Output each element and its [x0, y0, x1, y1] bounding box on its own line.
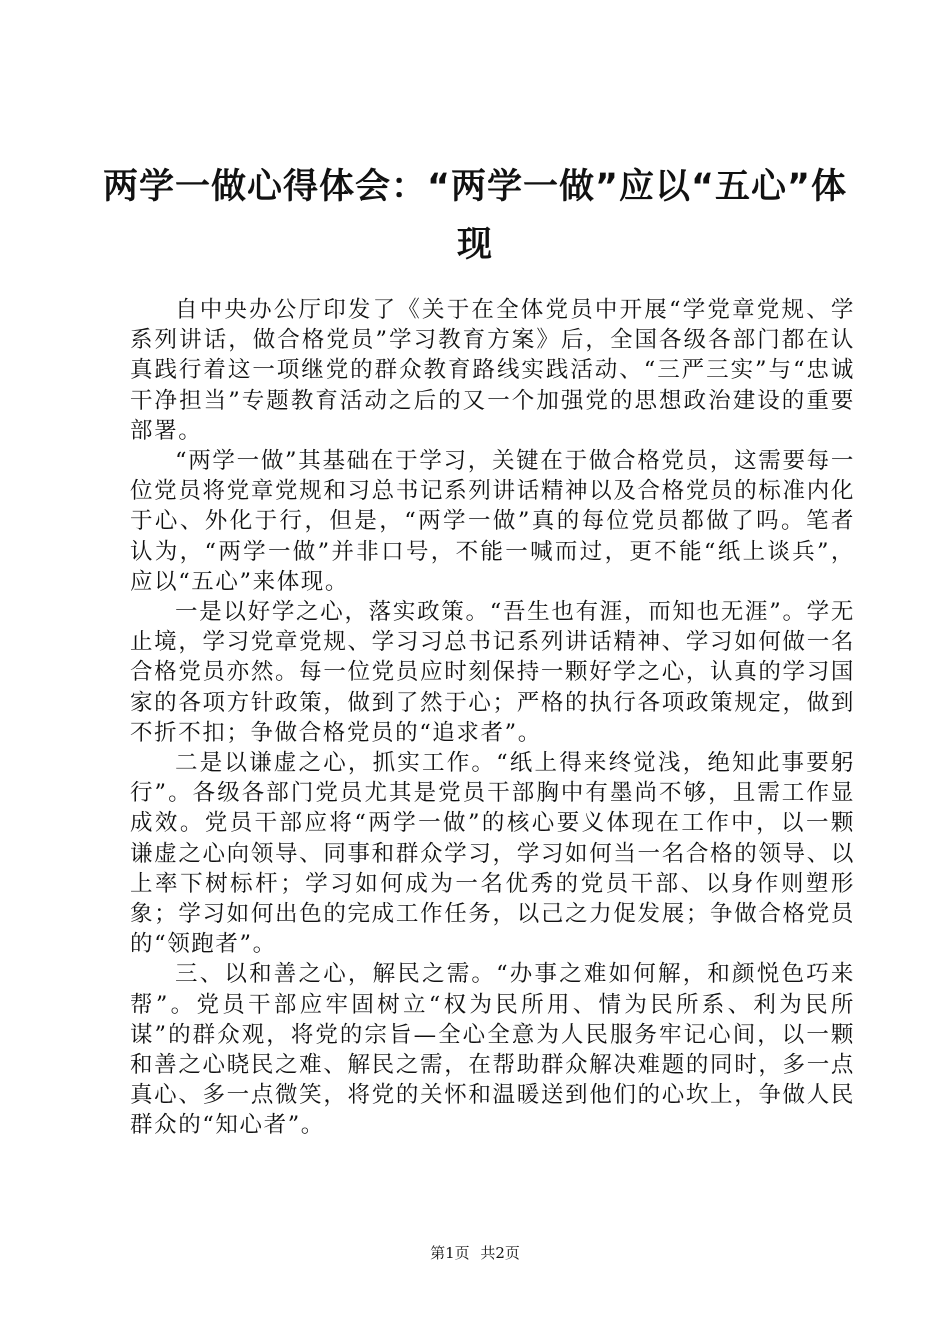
document-title: 两学一做心得体会：“两学一做”应以“五心”体现 — [102, 167, 847, 265]
paragraph-3: 一是以好学之心，落实政策。“吾生也有涯，而知也无涯”。学无止境，学习党章党规、学习习总书记系列讲话精神、学习如何做一名合格党员亦然。每一位党员应时刻保持一颗好学之心，认真的学习国家的各项方针政策，做到了然于心；严格的执行各项政策规定，做到不折不扣；争做合格党员的“追求者”。 — [130, 599, 855, 746]
paragraph-2: “两学一做”其基础在于学习，关键在于做合格党员，这需要每一位党员将党章党规和习总书记系列讲话精神以及合格党员的标准内化于心、外化于行，但是，“两学一做”真的每位党员都做了吗。笔者认为，“两学一做”并非口号，不能一喊而过，更不能“纸上谈兵”，应以“五心”来体现。 — [130, 448, 855, 595]
paragraph-5: 三、以和善之心，解民之需。“办事之难如何解，和颜悦色巧来帮”。党员干部应牢固树立“权为民所用、情为民所系、利为民所谋”的群众观，将党的宗旨—全心全意为人民服务牢记心间，以一颗和善之心晓民之难、解民之需，在帮助群众解决难题的同时，多一点真心、多一点微笑，将党的关怀和温暖送到他们的心坎上，争做人民群众的“知心者”。 — [130, 961, 855, 1139]
page-number-current: 第1页 — [430, 1244, 470, 1262]
page-number-total: 共2页 — [480, 1244, 520, 1262]
page-footer — [0, 1243, 950, 1263]
paragraph-4: 二是以谦虚之心，抓实工作。“纸上得来终觉浅，绝知此事要躬行”。各级各部门党员尤其是党员干部胸中有墨尚不够，且需工作显成效。党员干部应将“两学一做”的核心要义体现在工作中，以一颗谦虚之心向领导、同事和群众学习，学习如何当一名合格的领导、以上率下树标杆；学习如何成为一名优秀的党员干部、以身作则塑形象；学习如何出色的完成工作任务，以己之力促发展；争做合格党员的“领跑者”。 — [130, 750, 855, 958]
paragraph-1: 自中央办公厅印发了《关于在全体党员中开展“学党章党规、学系列讲话，做合格党员”学习教育方案》后，全国各级各部门都在认真践行着这一项继党的群众教育路线实践活动、“三严三实”与“忠诚干净担当”专题教育活动之后的又一个加强党的思想政治建设的重要部署。 — [130, 297, 855, 444]
document-body — [130, 295, 855, 1141]
